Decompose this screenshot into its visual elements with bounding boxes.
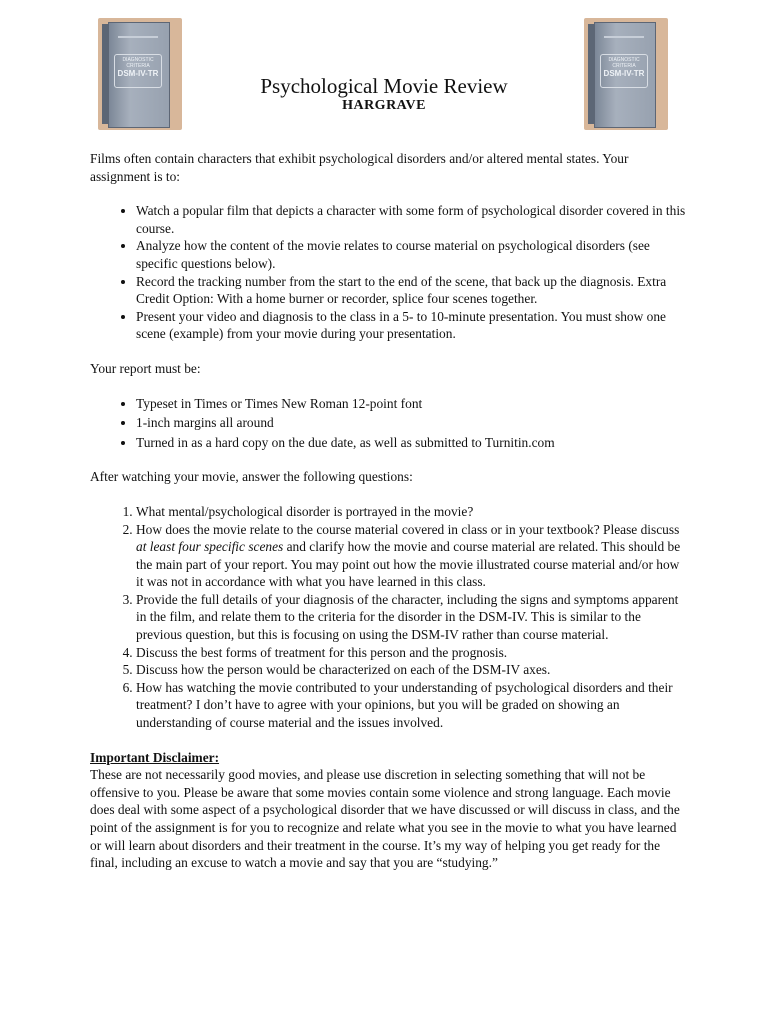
list-item: • Turned in as a hard copy on the due date, as well as submitted to Turnitin.com (136, 434, 690, 452)
question-item: 6. How has watching the movie contributed to your understanding of psychological disorders and their treatment? I don’t have to agree with your opinions, but you will be graded on showing an understanding of course material and the issues involved. (136, 679, 690, 732)
question-emphasis: at least four specific scenes (136, 539, 284, 555)
book-cover-text-2: CRITERIA (612, 63, 636, 69)
list-item: • Present your video and diagnosis to the class in a 5- to 10-minute presentation. You must show one scene (example) from your movie during your presentation. (136, 308, 690, 343)
report-requirements-list (90, 395, 690, 452)
book-cover-text-2: CRITERIA (126, 63, 150, 69)
document-subtitle: HARGRAVE (342, 98, 426, 113)
book-cover-text-3: DSM-IV-TR (603, 69, 645, 78)
question-item: 3. Provide the full details of your diagnosis of the character, including the signs and symptoms apparent in the film, and relate them to the criteria for the disorder in the DSM-IV. This is similar to the previous question, but this is focusing on using the DSM-IV rather than course material. (136, 591, 690, 644)
disclaimer-heading: Important Disclaimer: (90, 749, 220, 765)
list-item: • 1-inch margins all around (136, 414, 690, 432)
document-header (0, 74, 768, 114)
book-cover-text-1: DIAGNOSTIC (608, 57, 640, 63)
list-item: • Watch a popular film that depicts a character with some form of psychological disorder covered in this course. (136, 202, 690, 237)
question-item: 4. Discuss the best forms of treatment for this person and the prognosis. (136, 644, 690, 662)
book-cover-text-1: DIAGNOSTIC (122, 57, 154, 63)
question-text: How does the movie relate to the course material covered in class or in your textbook? Please discuss (136, 521, 680, 537)
disclaimer-paragraph: These are not necessarily good movies, and please use discretion in selecting something that will not be offensive to you. Please be aware that some movies contain some violence and strong language. Each movie does deal with some aspect of a psychological disorder that we have discussed or will discuss in class, and the point of the assignment is for you to recognize and relate what you see in the movie to what you have learned or will learn about disorders and their treatment in the course. It’s my way of helping you get ready for the final, including an excuse to watch a movie and say that you are “studying.” (90, 767, 680, 871)
book-cover-text-3: DSM-IV-TR (117, 69, 159, 78)
document-title: Psychological Movie Review (260, 74, 508, 98)
list-item: • Analyze how the content of the movie relates to course material on psychological disorders (see specific questions below). (136, 237, 690, 272)
questions-list (90, 503, 690, 732)
report-intro: Your report must be: (90, 360, 201, 376)
document-body (90, 150, 690, 872)
book-cover-line (118, 36, 158, 38)
list-item: • Typeset in Times or Times New Roman 12-point font (136, 395, 690, 413)
question-text: and clarify how the movie and course material are related. This should be the main part of your report. You may point out how the movie illustrated course material and/or how it was not in accordance with what you have learned in this class. (136, 539, 681, 590)
list-item: • Record the tracking number from the start to the end of the scene, that back up the diagnosis. Extra Credit Option: With a home burner or recorder, splice four scenes together. (136, 273, 690, 308)
question-item: 1. What mental/psychological disorder is portrayed in the movie? (136, 503, 690, 521)
intro-paragraph: Films often contain characters that exhibit psychological disorders and/or altered mental states. Your assignment is to: (90, 151, 629, 184)
book-cover-line (604, 36, 644, 38)
assignment-list (90, 202, 690, 343)
question-item (136, 521, 690, 591)
question-item: 5. Discuss how the person would be characterized on each of the DSM-IV axes. (136, 661, 690, 679)
questions-intro: After watching your movie, answer the following questions: (90, 469, 413, 485)
